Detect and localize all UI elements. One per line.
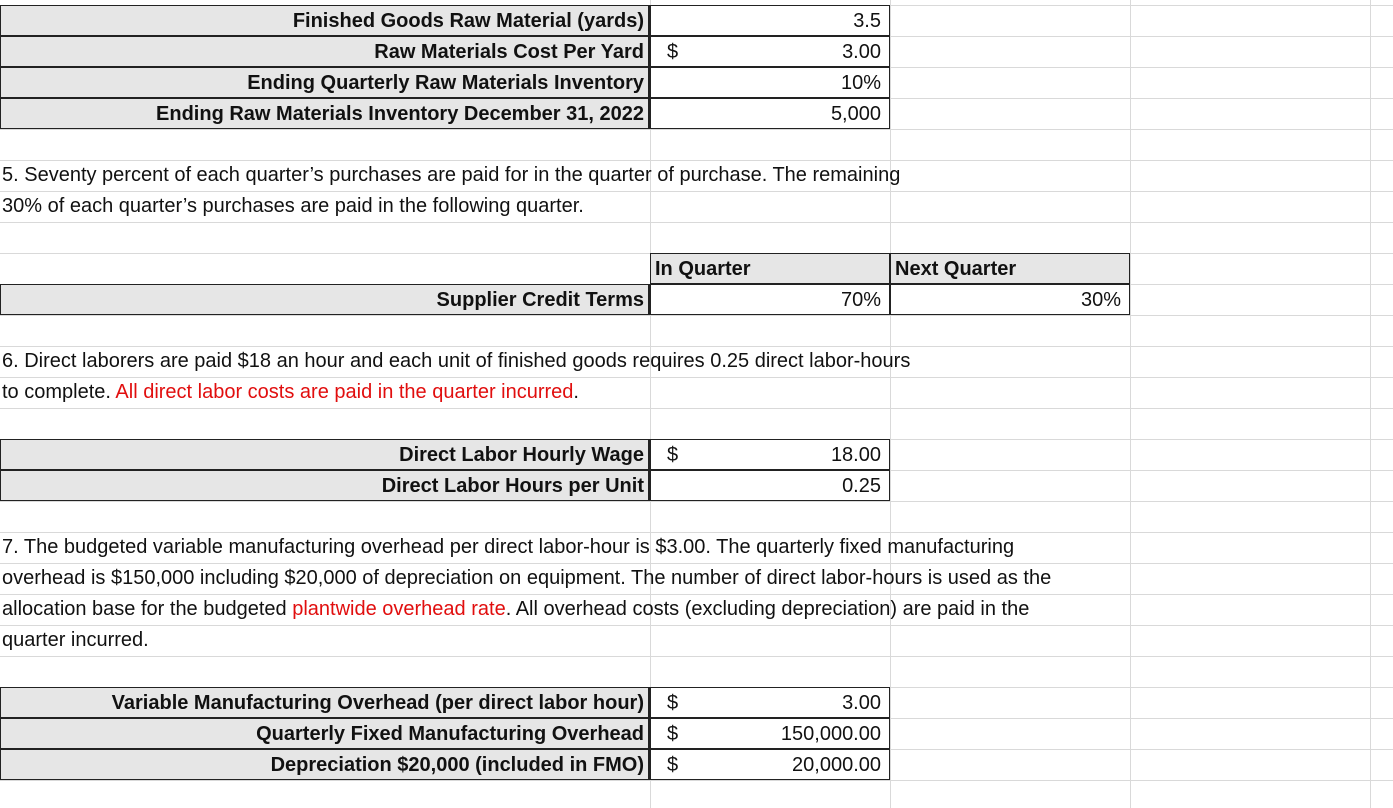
note-7-highlight: plantwide overhead rate xyxy=(292,598,506,620)
note-7-text-end: . All overhead costs (excluding depreciation) are paid in the xyxy=(505,598,1030,620)
note-7-line-4: quarter incurred. xyxy=(2,629,149,651)
dollar-sign: $ xyxy=(667,41,679,63)
value-text: 3.5 xyxy=(853,10,881,32)
cell-label-variable-overhead[interactable]: Variable Manufacturing Overhead (per direct labor hour) xyxy=(0,687,650,718)
cell-value-ending-quarterly-inventory[interactable] xyxy=(650,67,890,98)
cell-label-ending-inventory-dec-31[interactable]: Ending Raw Materials Inventory December 31, 2022 xyxy=(0,98,650,129)
cell-value-direct-labor-wage[interactable] xyxy=(650,439,890,470)
cell-value-variable-overhead[interactable] xyxy=(650,687,890,718)
cell-label-finished-goods-raw-material[interactable]: Finished Goods Raw Material (yards) xyxy=(0,5,650,36)
dollar-sign: $ xyxy=(667,723,679,745)
value-text: 18.00 xyxy=(830,444,881,466)
cell-label-direct-labor-hours[interactable]: Direct Labor Hours per Unit xyxy=(0,470,650,501)
cell-label-direct-labor-wage[interactable]: Direct Labor Hourly Wage xyxy=(0,439,650,470)
cell-value-next-quarter[interactable] xyxy=(890,284,1130,315)
value-text: 10% xyxy=(840,72,881,94)
cell-label-ending-quarterly-inventory[interactable]: Ending Quarterly Raw Materials Inventory xyxy=(0,67,650,98)
note-6-line-2 xyxy=(0,377,579,408)
note-6-text: to complete. xyxy=(2,381,116,403)
value-text: 150,000.00 xyxy=(780,723,881,745)
cell-value-depreciation[interactable] xyxy=(650,749,890,780)
cell-value-direct-labor-hours[interactable] xyxy=(650,470,890,501)
value-text: 3.00 xyxy=(842,41,881,63)
value-text: 3.00 xyxy=(842,692,881,714)
cell-value-fixed-overhead[interactable] xyxy=(650,718,890,749)
cell-value-finished-goods-raw-material[interactable] xyxy=(650,5,890,36)
note-7-line-1: 7. The budgeted variable manufacturing overhead per direct labor-hour is $3.00. The quarterly fixed manufacturing xyxy=(2,536,1015,558)
dollar-sign: $ xyxy=(667,754,679,776)
cell-value-ending-inventory-dec-31[interactable] xyxy=(650,98,890,129)
value-text: 70% xyxy=(840,289,881,311)
header-in-quarter[interactable]: In Quarter xyxy=(650,253,890,284)
cell-label-supplier-credit-terms[interactable]: Supplier Credit Terms xyxy=(0,284,650,315)
cell-label-raw-materials-cost[interactable]: Raw Materials Cost Per Yard xyxy=(0,36,650,67)
note-5-line-2: 30% of each quarter’s purchases are paid in the following quarter. xyxy=(2,195,584,217)
value-text: 5,000 xyxy=(830,103,881,125)
note-7-text: allocation base for the budgeted xyxy=(2,598,293,620)
note-5-line-1: 5. Seventy percent of each quarter’s purchases are paid for in the quarter of purchase. The remaining xyxy=(2,164,901,186)
cell-label-fixed-overhead[interactable]: Quarterly Fixed Manufacturing Overhead xyxy=(0,718,650,749)
cell-value-raw-materials-cost[interactable] xyxy=(650,36,890,67)
note-6-highlight: All direct labor costs are paid in the quarter incurred xyxy=(115,381,574,403)
value-text: 30% xyxy=(1080,289,1121,311)
cell-value-in-quarter[interactable] xyxy=(650,284,890,315)
dollar-sign: $ xyxy=(667,444,679,466)
header-next-quarter[interactable]: Next Quarter xyxy=(890,253,1130,284)
note-7-line-2: overhead is $150,000 including $20,000 of depreciation on equipment. The number of direct labor-hours is used as the xyxy=(2,567,1052,589)
note-7-line-3 xyxy=(0,594,1029,625)
note-6-period: . xyxy=(573,381,579,403)
cell-label-depreciation[interactable]: Depreciation $20,000 (included in FMO) xyxy=(0,749,650,780)
value-text: 20,000.00 xyxy=(792,754,881,776)
dollar-sign: $ xyxy=(667,692,679,714)
value-text: 0.25 xyxy=(842,475,881,497)
note-6-line-1: 6. Direct laborers are paid $18 an hour and each unit of finished goods requires 0.25 direct labor-hours xyxy=(2,350,911,372)
